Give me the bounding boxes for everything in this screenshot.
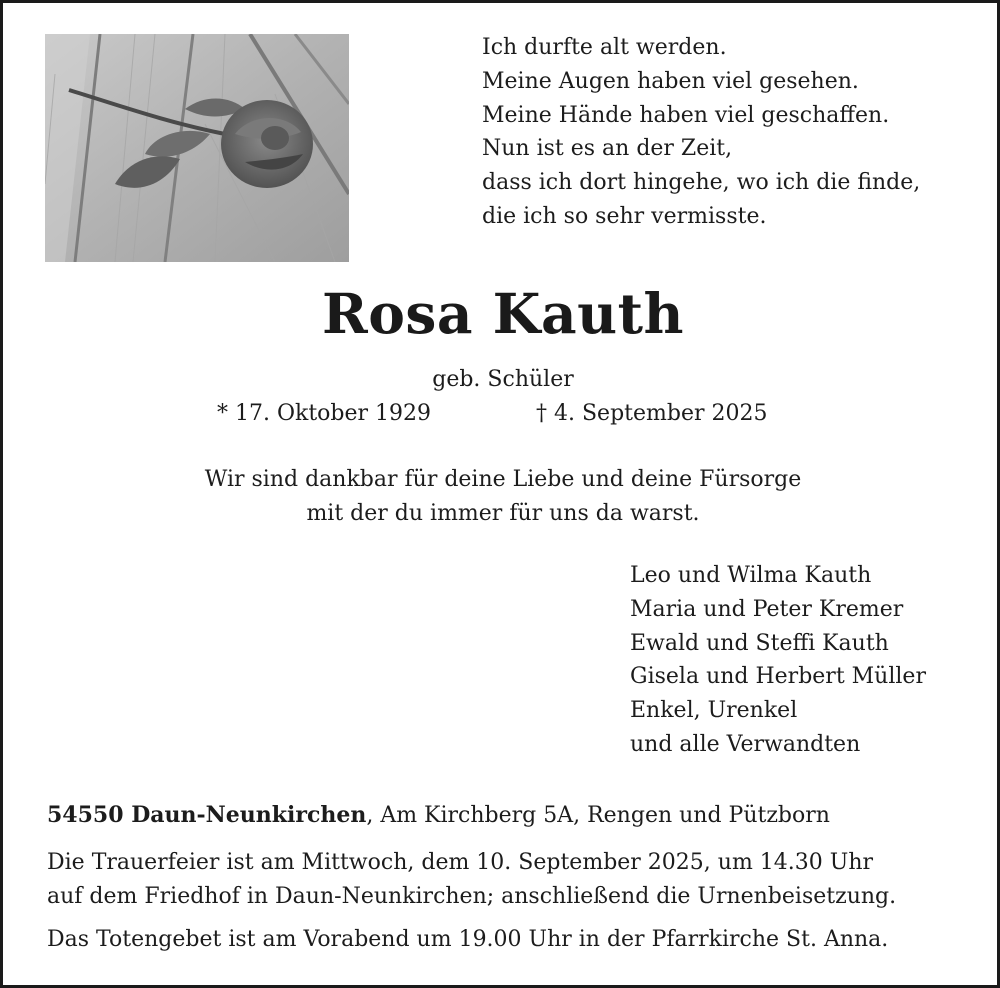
address-place: 54550 Daun-Neunkirchen [47,802,367,828]
poem-line: die ich so sehr vermisste. [482,203,767,229]
mourner: Gisela und Herbert Müller [630,664,926,690]
rose-photo [45,34,349,262]
mourner: Enkel, Urenkel [630,698,798,724]
deceased-name: Rosa Kauth [322,281,684,346]
poem-line: Meine Augen haben viel gesehen. [482,68,859,94]
funeral-line: auf dem Friedhof in Daun-Neunkirchen; anschließend die Urnenbeisetzung. [47,883,897,909]
poem-line: Ich durfte alt werden. [482,35,727,60]
funeral-info [47,846,896,913]
poem-line: Nun ist es an der Zeit, [482,136,733,162]
thanks-line: Wir sind dankbar für deine Liebe und deine Fürsorge [204,467,802,492]
poem [482,31,982,234]
prayer-info: Das Totengebet ist am Vorabend um 19.00 Uhr in der Pfarrkirche St. Anna. [47,927,889,952]
birth-name: geb. Schüler [432,367,574,392]
mourner: und alle Verwandten [630,731,861,757]
death-date: † 4. September 2025 [536,401,768,426]
poem-line: dass ich dort hingehe, wo ich die finde, [482,170,921,196]
address-rest: , Am Kirchberg 5A, Rengen und Pützborn [366,803,830,828]
address [47,802,830,828]
thanks-text [3,463,1000,530]
funeral-line: Die Trauerfeier ist am Mittwoch, dem 10. September 2025, um 14.30 Uhr [47,850,873,875]
thanks-line: mit der du immer für uns da warst. [306,500,700,526]
birth-date: * 17. Oktober 1929 [217,401,432,426]
mourner: Maria und Peter Kremer [630,596,904,622]
mourner: Leo und Wilma Kauth [630,563,872,588]
mourner: Ewald und Steffi Kauth [630,630,889,656]
poem-line: Meine Hände haben viel geschaffen. [482,102,890,128]
mourners-list [630,559,926,762]
